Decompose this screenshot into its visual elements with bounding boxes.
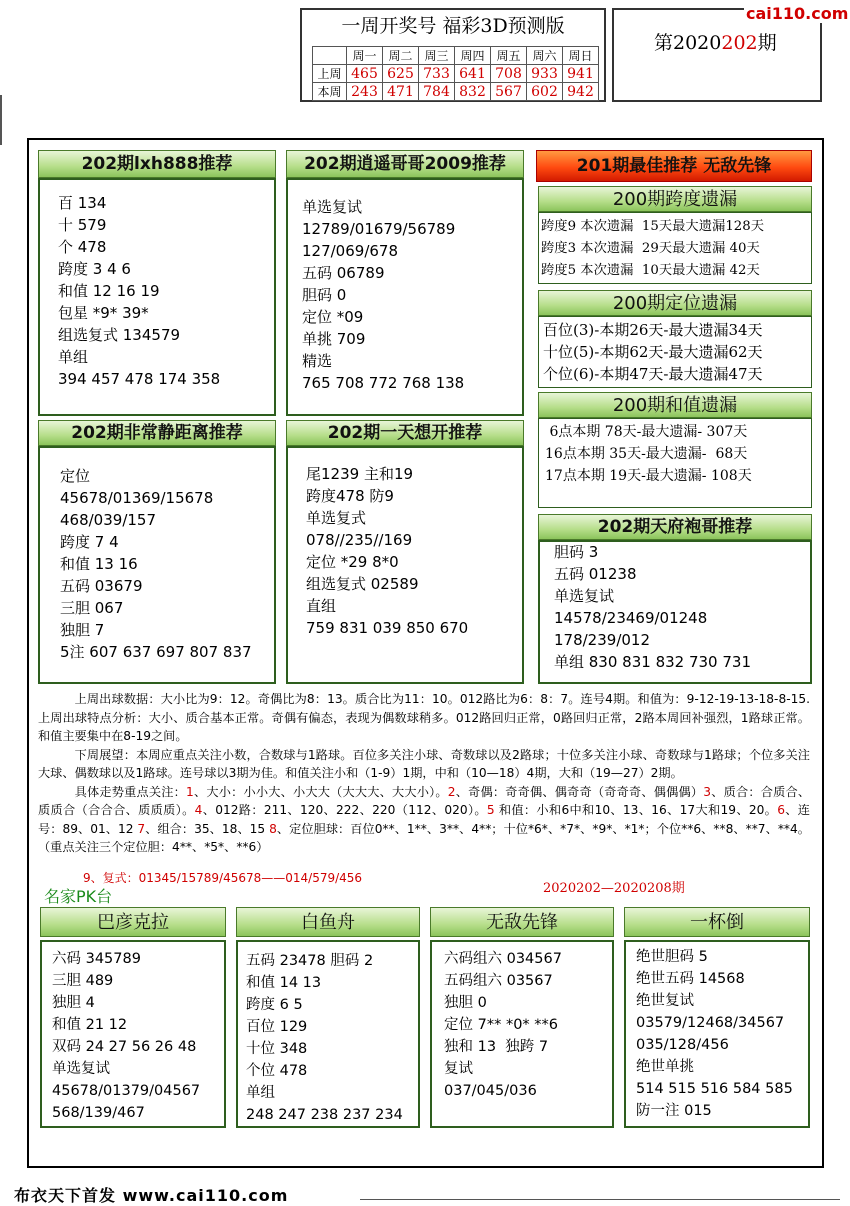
content-line: 胆码 3 (554, 543, 599, 561)
box-yitian (286, 446, 524, 684)
box-title-lxh: 202期lxh888推荐 (38, 150, 276, 178)
pk-box (236, 940, 420, 1128)
item-number: 3 (703, 784, 711, 799)
box-title-best: 201期最佳推荐 无敌先锋 (536, 150, 812, 182)
content-line: 独和 13 独跨 7 (444, 1039, 549, 1055)
content-line: 759 831 039 850 670 (306, 619, 469, 637)
content-line: 468/039/157 (60, 511, 156, 529)
draw-number: 942 (563, 83, 599, 101)
content-line: 和值 13 16 (60, 555, 138, 573)
table-row (313, 83, 599, 101)
draw-number: 733 (419, 65, 455, 83)
weekly-results-table (312, 46, 599, 101)
draw-number: 941 (563, 65, 599, 83)
item-number: 4 (194, 803, 203, 817)
content-line: 514 515 516 584 585 (636, 1081, 793, 1097)
content-line: 双码 24 27 56 26 48 (52, 1039, 197, 1055)
content-line: 独胆 4 (52, 995, 95, 1011)
item-number: 1 (185, 784, 194, 799)
site-logo[interactable]: cai110.com (746, 4, 849, 23)
content-line: 跨度5 本次遗漏 10天最大遗漏 42天 (541, 263, 760, 278)
day-header: 周三 (419, 47, 455, 65)
content-line: 03579/12468/34567 (636, 1015, 785, 1031)
content-line: 765 708 772 768 138 (302, 374, 465, 392)
content-line: 五码 01238 (554, 565, 637, 583)
content-line: 跨度 6 5 (246, 997, 303, 1013)
content-line: 尾1239 主和19 (306, 465, 414, 483)
pk-box (430, 940, 614, 1128)
box-kuadu (538, 212, 812, 284)
content-line: 包星 *9* 39* (58, 304, 149, 322)
content-line: 六码 345789 (52, 951, 141, 967)
box-title-hezhi: 200期和值遗漏 (538, 392, 812, 418)
table-header-row (313, 47, 599, 65)
box-jingju (38, 446, 276, 684)
draw-number: 471 (383, 83, 419, 101)
analysis-segment: 具体走势重点关注： (74, 784, 186, 799)
day-header: 周二 (383, 47, 419, 65)
content-line: 个位(6)-本期47天-最大遗漏47天 (543, 365, 763, 383)
content-line: 6点本期 78天-最大遗漏- 307天 (545, 424, 748, 440)
content-line: 45678/01369/15678 (60, 489, 214, 507)
content-line: 五码 23478 胆码 2 (246, 953, 374, 969)
content-line: 组选复式 02589 (306, 575, 419, 593)
content-line: 16点本期 35天-最大遗漏- 68天 (545, 446, 748, 462)
content-line: 037/045/036 (444, 1083, 537, 1099)
draw-number: 933 (527, 65, 563, 83)
content-line: 单组 830 831 832 730 731 (554, 653, 751, 671)
content-line: 三胆 067 (60, 599, 124, 617)
box-xiaoyao (286, 178, 524, 416)
box-lines (60, 466, 252, 664)
day-header: 周五 (491, 47, 527, 65)
content-line: 复试 (444, 1061, 473, 1077)
box-tianfu (538, 540, 812, 684)
draw-number: 641 (455, 65, 491, 83)
content-line: 单选复试 (52, 1061, 110, 1077)
analysis-segment: 、质合：合质合、质质合（合合合、质质质）。 (38, 784, 811, 817)
weekly-results-panel (300, 8, 606, 102)
box-lines (545, 421, 752, 487)
box-lxh (38, 178, 276, 416)
content-line: 45678/01379/04567 (52, 1083, 201, 1099)
day-header: 周日 (563, 47, 599, 65)
content-line: 绝世复试 (636, 993, 694, 1009)
box-title-xiaoyao: 202期逍遥哥哥2009推荐 (286, 150, 524, 178)
box-lines (52, 948, 200, 1124)
fushi-line: 9、复式：01345/15789/45678——014/579/456 (83, 871, 363, 885)
content-line: 定位 *09 (302, 308, 364, 326)
item-number: 8 (269, 821, 277, 836)
row-label: 上周 (313, 65, 347, 83)
content-line: 定位 (60, 467, 91, 485)
content-line: 三胆 489 (52, 973, 114, 989)
box-title-jingju: 202期非常静距离推荐 (38, 420, 276, 446)
item-number: 6 (777, 803, 785, 817)
box-lines (541, 216, 764, 282)
left-edge-line (0, 95, 2, 145)
content-line: 十位(5)-本期62天-最大遗漏62天 (543, 343, 763, 361)
content-line: 百位 129 (246, 1019, 308, 1035)
content-line: 独胆 0 (444, 995, 487, 1011)
content-line: 五码 03679 (60, 577, 143, 595)
draw-number: 602 (527, 83, 563, 101)
content-line: 精选 (302, 352, 333, 370)
content-line: 定位 7** *0* **6 (444, 1017, 559, 1033)
day-header: 周六 (527, 47, 563, 65)
draw-number: 243 (347, 83, 383, 101)
content-line: 定位 *29 8*0 (306, 553, 399, 571)
issue-number: 第2020202期 (654, 32, 777, 54)
table-row (313, 65, 599, 83)
box-lines (636, 946, 793, 1122)
box-lines (306, 464, 468, 640)
content-line: 绝世五码 14568 (636, 971, 745, 987)
row-label: 本周 (313, 83, 347, 101)
analysis-paragraph: 上周出球数据：大小比为9：12。奇偶比为8：13。质合比为11：10。012路比为6：8：7。连号4期。和值为：9-12-19-13-18-8-15.上周出球特点分析：大小、质合基本正常。奇偶有偏态，表现为偶数球稍多。012路回归正常，0路回归正常，2路本周回补强烈，1路球正常。和值主要集中在8-19之间。 (38, 692, 810, 743)
analysis-paragraph (38, 783, 810, 857)
box-lines (58, 192, 220, 390)
content-line: 单组 (58, 348, 89, 366)
item-number: 7 (137, 821, 146, 836)
item-number: 2 (447, 784, 456, 799)
draw-number: 832 (455, 83, 491, 101)
box-lines (444, 948, 562, 1102)
draw-number: 625 (383, 65, 419, 83)
content-line: 五码 06789 (302, 264, 385, 282)
day-header: 周四 (455, 47, 491, 65)
content-line: 248 247 238 237 234 (246, 1107, 403, 1123)
footer-divider (360, 1199, 840, 1200)
content-line: 跨度3 本次遗漏 29天最大遗漏 40天 (541, 241, 760, 256)
box-dingwei (538, 316, 812, 388)
box-lines (246, 950, 403, 1126)
content-line: 绝世胆码 5 (636, 949, 708, 965)
pk-title: 白鱼舟 (236, 907, 420, 937)
analysis-segment: 、定位胆球：百位0**、1**、3**、4**；十位*6*、*7*、*9*、*1*；个位**6、**8、**7、**4。（重点关注三个定位胆：4**、*5*、**6） (38, 821, 810, 854)
content-line: 5注 607 637 697 807 837 (60, 643, 252, 661)
content-line: 单选复试 (554, 587, 615, 605)
content-line: 078//235//169 (306, 531, 413, 549)
content-line: 百位(3)-本期26天-最大遗漏34天 (543, 321, 763, 339)
analysis-segment: 、组合：35、18、15 (145, 821, 270, 836)
pk-section-label: 名家PK台 (44, 887, 113, 906)
pk-title: 无敌先锋 (430, 907, 614, 937)
content-line: 568/139/467 (52, 1105, 145, 1121)
content-line: 独胆 7 (60, 621, 105, 639)
analysis-segment: 和值：小和6中和10、13、16、17大和19、20。 (494, 803, 778, 817)
content-line: 单选复试 (302, 198, 363, 216)
content-line: 组选复式 134579 (58, 326, 181, 344)
pk-box (624, 940, 810, 1128)
content-line: 跨度478 防9 (306, 487, 394, 505)
item-number: 5 (486, 803, 495, 817)
content-line: 跨度 3 4 6 (58, 260, 131, 278)
content-line: 单选复式 (306, 509, 367, 527)
content-line: 跨度9 本次遗漏 15天最大遗漏128天 (541, 219, 765, 234)
content-line: 百 134 (58, 194, 107, 212)
content-line: 和值 21 12 (52, 1017, 128, 1033)
content-line: 178/239/012 (554, 631, 650, 649)
content-line: 五码组六 03567 (444, 973, 553, 989)
period-range: 2020202—2020208期 (543, 881, 685, 896)
content-line: 个位 478 (246, 1063, 308, 1079)
content-line: 和值 12 16 19 (58, 282, 160, 300)
analysis-segment: 、大小：小小大、小大大（大大大、大大小）。 (193, 784, 448, 799)
pk-box (40, 940, 226, 1128)
box-title-kuadu: 200期跨度遗漏 (538, 186, 812, 212)
box-lines (554, 542, 751, 674)
box-title-dingwei: 200期定位遗漏 (538, 290, 812, 316)
analysis-segment: 、012路：211、120、222、220（112、020）。 (202, 803, 487, 817)
draw-number: 465 (347, 65, 383, 83)
content-line: 单组 (246, 1085, 275, 1101)
box-title-tianfu: 202期天府袍哥推荐 (538, 514, 812, 540)
day-header: 周一 (347, 47, 383, 65)
content-line: 个 478 (58, 238, 107, 256)
content-line: 14578/23469/01248 (554, 609, 708, 627)
content-line: 跨度 7 4 (60, 533, 119, 551)
content-line: 十 579 (58, 216, 107, 234)
content-line: 胆码 0 (302, 286, 347, 304)
content-line: 12789/01679/56789 (302, 220, 456, 238)
pk-title: 巴彦克拉 (40, 907, 226, 937)
draw-number: 567 (491, 83, 527, 101)
box-hezhi (538, 418, 812, 508)
draw-number: 784 (419, 83, 455, 101)
content-line: 单挑 709 (302, 330, 366, 348)
analysis-paragraph: 下周展望：本周应重点关注小数，合数球与1路球。百位多关注小球、奇数球以及2路球；十位多关注小球、奇数球与1路球；个位多关注大球、偶数球以及1路球。连号球以3期为佳。和值关注小和（1-9）1期，中和（10—18）4期，大和（19—27）2期。 (38, 747, 810, 780)
analysis-segment: 、奇偶：奇奇偶、偶奇奇（奇奇奇、偶偶偶） (455, 784, 704, 799)
weekly-results-title: 一周开奖号 福彩3D预测版 (341, 15, 565, 37)
content-line: 127/069/678 (302, 242, 398, 260)
analysis-segment: 、连号：89、01、12 (38, 803, 810, 836)
analysis-text (38, 690, 810, 857)
content-line: 394 457 478 174 358 (58, 370, 221, 388)
content-line: 十位 348 (246, 1041, 308, 1057)
box-lines (302, 196, 464, 394)
pk-title: 一杯倒 (624, 907, 810, 937)
content-line: 绝世单挑 (636, 1059, 694, 1075)
content-line: 和值 14 13 (246, 975, 322, 991)
footer-text: 布衣天下首发 www.cai110.com (14, 1186, 289, 1205)
content-line: 035/128/456 (636, 1037, 729, 1053)
draw-number: 708 (491, 65, 527, 83)
content-line: 直组 (306, 597, 337, 615)
content-line: 防一注 015 (636, 1103, 712, 1119)
content-line: 17点本期 19天-最大遗漏- 108天 (545, 468, 752, 484)
box-lines (543, 319, 763, 385)
content-line: 六码组六 034567 (444, 951, 562, 967)
box-title-yitian: 202期一天想开推荐 (286, 420, 524, 446)
